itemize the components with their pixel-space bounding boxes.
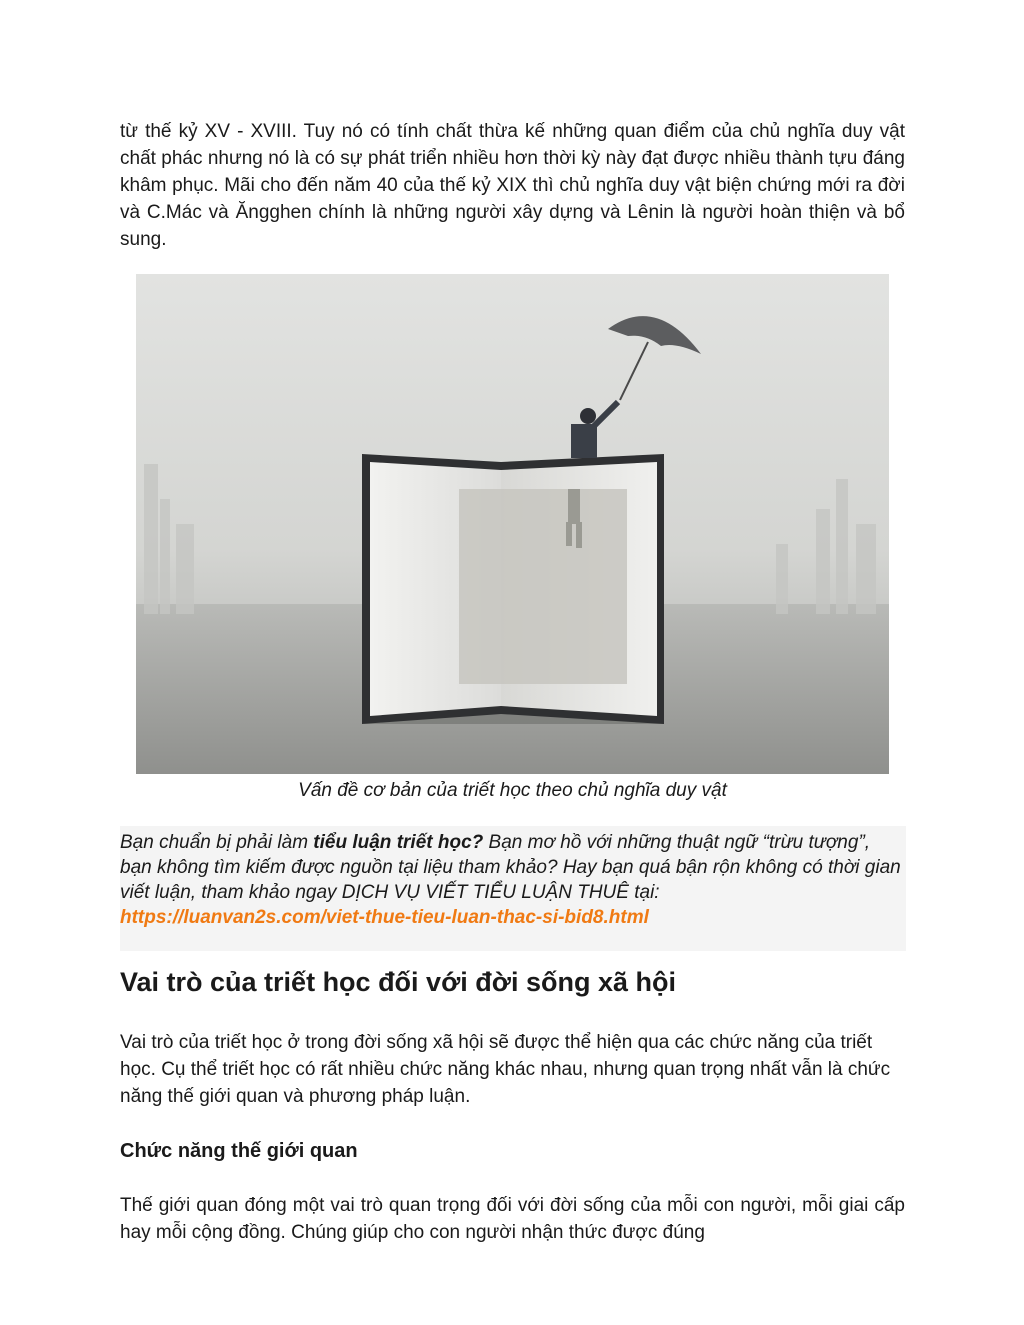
document-page xyxy=(120,118,905,1246)
section-paragraph: Vai trò của triết học ở trong đời sống xã hội sẽ được thể hiện qua các chức năng của triết học. Cụ thể triết học có rất nhiều chức năng khác nhau, nhưng quan trọng nhất vẫn là chức năng thế giới quan và phương pháp luận. xyxy=(120,1032,891,1107)
promo-text-1: Bạn chuẩn bị phải làm xyxy=(120,832,314,853)
figure-caption: Vấn đề cơ bản của triết học theo chủ nghĩa duy vật xyxy=(298,780,727,801)
promo-bold-text: tiểu luận triết học? xyxy=(313,832,484,853)
subsection-paragraph: Thế giới quan đóng một vai trò quan trọng đối với đời sống của mỗi con người, mỗi giai cấp hay mỗi cộng đồng. Chúng giúp cho con người nhận thức được đúng xyxy=(120,1195,905,1243)
book-umbrella-illustration xyxy=(136,274,889,774)
promo-box xyxy=(120,826,906,951)
intro-paragraph: từ thế kỷ XV - XVIII. Tuy nó có tính chất thừa kế những quan điểm của chủ nghĩa duy vật chất phác nhưng nó là có sự phát triển nhiều hơn thời kỳ này đạt được nhiều thành tựu đáng khâm phục. Mãi cho đến năm 40 của thế kỷ XIX thì chủ nghĩa duy vật biện chứng mới ra đời và C.Mác và Ăngghen chính là những người xây dựng và Lênin là người hoàn thiện và bổ sung. xyxy=(120,121,905,250)
subsection-heading: Chức năng thế giới quan xyxy=(120,1140,358,1162)
promo-link[interactable]: https://luanvan2s.com/viet-thue-tieu-luan-thac-si-bid8.html xyxy=(120,907,649,928)
promo-text-2: Bạn mơ hồ với những thuật ngữ “trừu tượng”, bạn không tìm kiếm được nguồn tại liệu tham khảo? Hay bạn quá bận rộn không có thời gian viết luận, tham khảo ngay DỊCH VỤ VIẾT TIỂU LUẬN THUÊ tại: xyxy=(120,832,901,903)
illustration-svg xyxy=(136,274,889,774)
section-heading: Vai trò của triết học đối với đời sống xã hội xyxy=(120,967,676,997)
